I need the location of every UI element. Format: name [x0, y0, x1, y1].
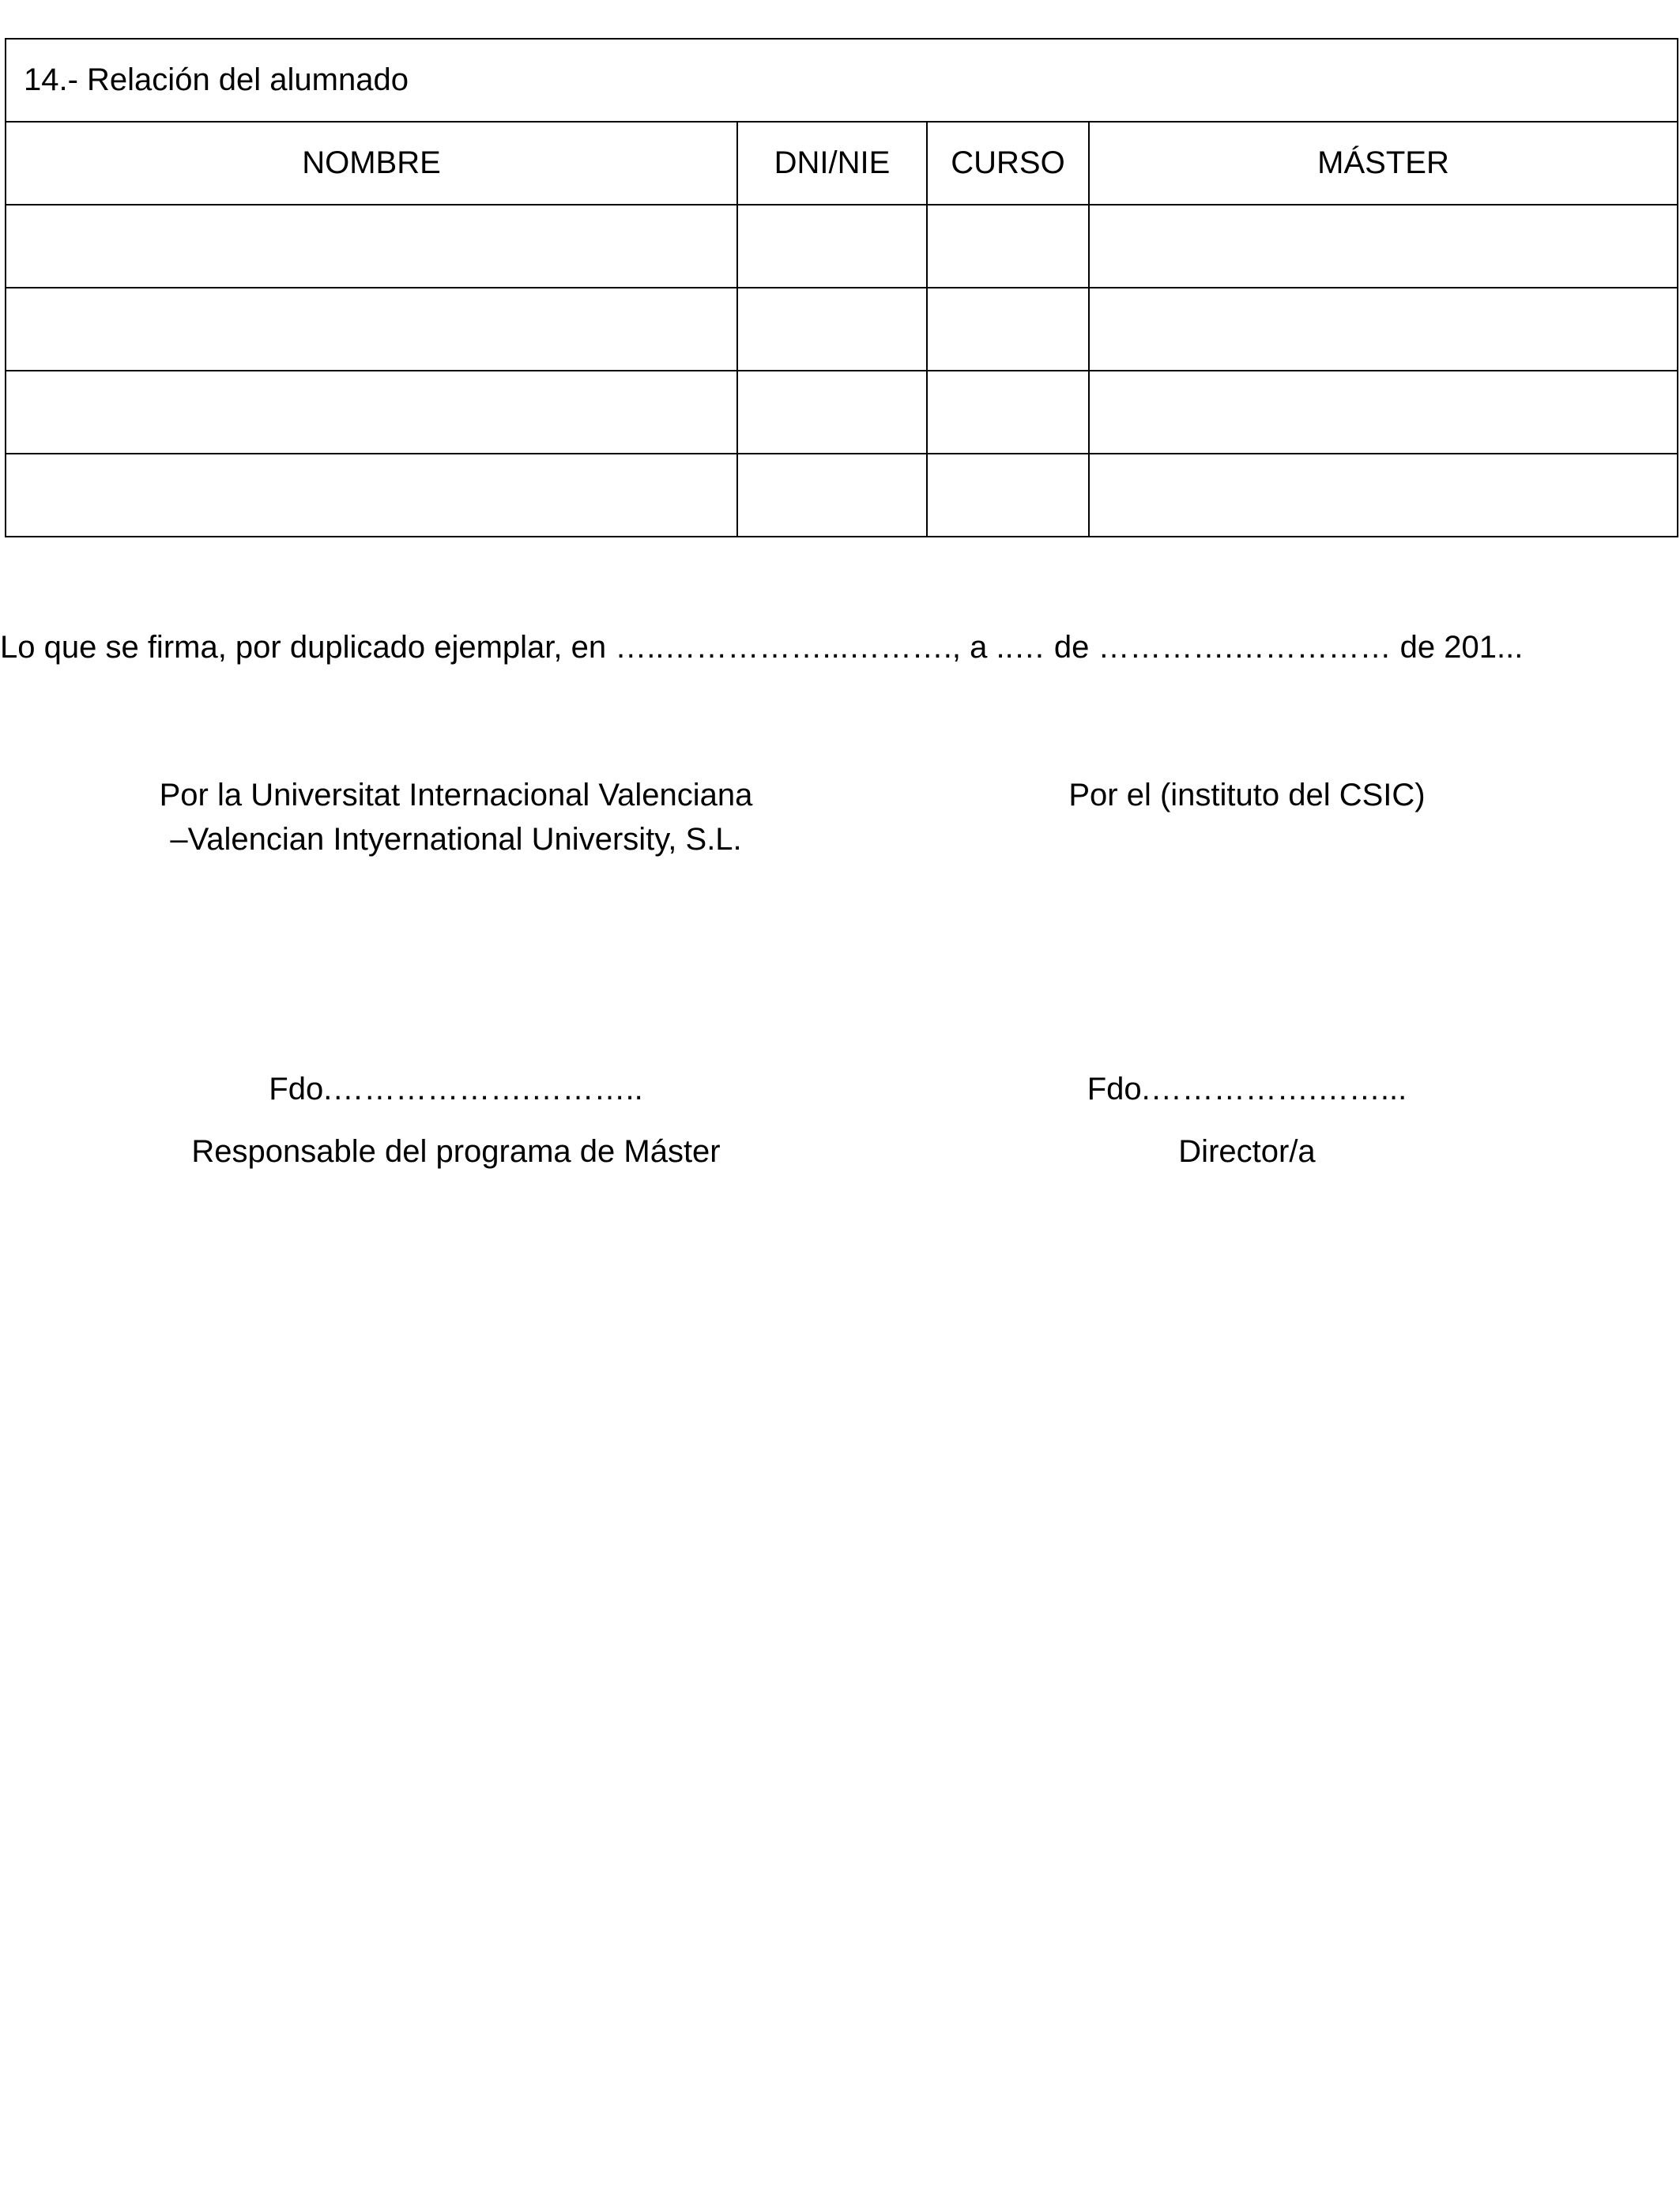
header-curso: CURSO: [927, 122, 1089, 205]
students-table: [5, 38, 1678, 537]
cell-dni-nie[interactable]: [737, 371, 927, 454]
section-title: 14.- Relación del alumnado: [6, 39, 1678, 122]
cell-nombre[interactable]: [6, 371, 737, 454]
cell-curso[interactable]: [927, 288, 1089, 371]
left-signature-field: Fdo.……………….………..: [269, 1072, 643, 1106]
cell-dni-nie[interactable]: [737, 205, 927, 288]
cell-curso[interactable]: [927, 371, 1089, 454]
cell-master[interactable]: [1089, 454, 1678, 537]
left-party-heading-line2: –Valencian Intyernational University, S.L.: [170, 822, 742, 857]
right-signature-field: Fdo.…………….……...: [1087, 1072, 1407, 1106]
table-row: [6, 454, 1678, 537]
cell-master[interactable]: [1089, 288, 1678, 371]
cell-master[interactable]: [1089, 371, 1678, 454]
table-row: [6, 205, 1678, 288]
cell-master[interactable]: [1089, 205, 1678, 288]
cell-nombre[interactable]: [6, 288, 737, 371]
left-signatory-role: Responsable del programa de Máster: [191, 1134, 721, 1169]
table-row: [6, 288, 1678, 371]
header-dni-nie: DNI/NIE: [737, 122, 927, 205]
right-party-heading: Por el (instituto del CSIC): [1068, 778, 1426, 812]
cell-dni-nie[interactable]: [737, 454, 927, 537]
table-row: [6, 371, 1678, 454]
right-signatory-role: Director/a: [1178, 1134, 1316, 1169]
section-title-row: [6, 39, 1678, 122]
left-party-heading-line1: Por la Universitat Internacional Valenciana: [159, 778, 753, 812]
cell-curso[interactable]: [927, 454, 1089, 537]
cell-nombre[interactable]: [6, 205, 737, 288]
cell-dni-nie[interactable]: [737, 288, 927, 371]
header-master: MÁSTER: [1089, 122, 1678, 205]
header-nombre: NOMBRE: [6, 122, 737, 205]
header-row: [6, 122, 1678, 205]
cell-curso[interactable]: [927, 205, 1089, 288]
signature-place-date-line: Lo que se firma, por duplicado ejemplar, en …..……………...………., a ..… de ………….…………… de 201...: [0, 630, 1524, 665]
cell-nombre[interactable]: [6, 454, 737, 537]
